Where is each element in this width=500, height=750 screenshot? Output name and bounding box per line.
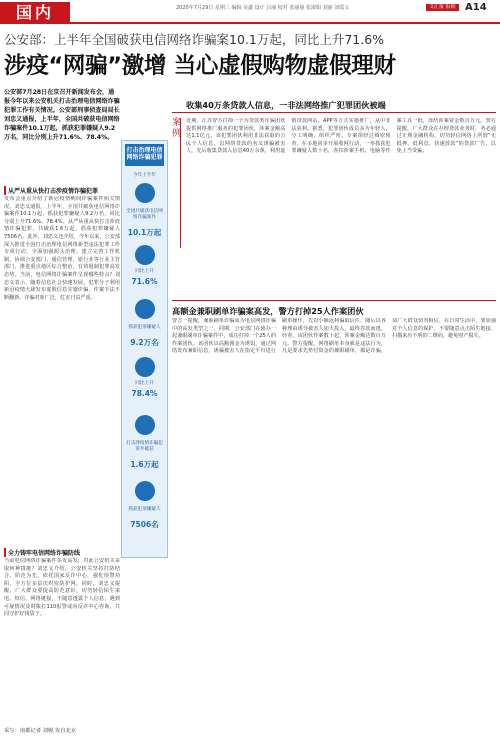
infobox-label-rise-2: 同比上升 — [135, 381, 154, 386]
section-2-body: 警方一提醒，兼职刷单诈骗成为电信网络诈骗中的高发类型之一。同期，公安部门在侦办一起兼职刷单诈骗案件中，成功打掉一个25人的作案团伙。该团伙以高额佣金为诱饵，通过网络发布兼职信息，诱骗被害人在指定平台进行刷单操作，先以小额返利骗取信任，随后以各种理由诱导被害人加大投入，最终卷款而逃。经查，该团伙作案数十起，涉案金额达数百万元。警方提醒，网络刷单本身就是违法行为，凡是要求先垫付资金的兼职刷单，都是诈骗，请广大群众切勿相信。在日常生活中，要加强对个人信息的保护，不要随意点击陌生链接、扫描来历不明的二维码，避免财产损失。 — [172, 318, 496, 355]
infobox-label-rise-1: 同比上升 — [135, 269, 154, 274]
section-1-body: 近期，江苏警方打掉一个为贷款类诈骗团伙提供网络推广服务的犯罪团伙，涉案金额高达1.1亿元。该犯罪团伙利用非法获取的公民个人信息，以网络贷款的名义诱骗被害人，先后收集贷款人信息40万余条，利用虚假贷款网站、APP等方式实施推广，从中非法获利。据悉，犯罪团伙成员多为年轻人，分工明确，组织严密。专案组经过缜密侦查，在多地同步开展收网行动，一举抓获犯罪嫌疑人数十名，查扣涉案手机、电脑等作案工具一批，冻结涉案资金数百万元。警方提醒，广大群众在办理贷款业务时，务必通过正规金融机构，切勿轻信网络上所谓“无抵押、低利息、快速放款”的贷款广告，以免上当受骗。 — [186, 118, 496, 155]
header-badge: 文汇报 报纸 — [426, 4, 459, 11]
case-label-text: 案例 — [172, 118, 182, 139]
case-label — [172, 118, 181, 248]
shield-icon — [135, 415, 155, 435]
section-1-title: 收集40万条贷款人信息，一非法网络推广犯罪团伙被端 — [186, 100, 386, 110]
infobox-label-suspects: 抓获犯罪嫌疑人 — [128, 325, 161, 330]
byline-footer: 采写：南都记者 刘嫚 发自北京 — [4, 728, 77, 734]
page-number: A14 — [465, 2, 487, 13]
page-header — [0, 0, 500, 24]
infobox-label-period: 今年上半年 — [133, 173, 156, 178]
phone-icon — [135, 183, 155, 203]
divider — [172, 300, 496, 301]
infobox-value-rise-2: 78.4% — [131, 389, 158, 398]
infobox-label-suspects-2: 抓获犯罪嫌疑人 — [128, 507, 161, 512]
left-body-2: 当前电信网络诈骗案件多发高发，对此公安机关采取何种措施？刘忠义介绍，公安机关坚持打防结合、防范为先，依托国家反诈中心，强化预警劝阻，全方位多层次织密防护网。同时，刘忠义提醒，广大群众要提高防范意识，切勿轻信陌生来电、短信、网络链接，不随意透露个人信息，遇到可疑情况及时拨打110报警或向反诈中心咨询，共同守护好钱袋子。 — [4, 558, 120, 618]
infobox-label-epidemic: 打击涉疫情诈骗犯罪共破获 — [126, 441, 163, 452]
infobox-title: 打击治理电信网络诈骗犯罪 — [125, 144, 164, 166]
infobox-label-cases: 全国共破获电信网络诈骗案件 — [126, 209, 163, 220]
arrow-up-icon — [135, 357, 155, 377]
infobox-value-suspects-2: 7506名 — [130, 520, 159, 529]
infobox-value-suspects: 9.2万名 — [130, 338, 159, 347]
left-section-1-title: 从严从重从快打击涉疫情诈骗犯罪 — [4, 186, 120, 195]
header-meta: 2020年7月29日 星期三 编辑 吴鑫 设计 吕丽 校对 张丽丽 张淑娟 刘丽 刘霞文 — [176, 5, 350, 11]
statistics-infographic — [121, 140, 168, 558]
section-tag: 国内 — [0, 2, 70, 24]
divider — [172, 112, 496, 113]
handcuffs-icon — [135, 299, 155, 319]
section-2-title: 高额金兼职刷单诈骗案高发，警方打掉25人作案团伙 — [172, 306, 364, 316]
left-section-2-title: 全力铸牢电信网络诈骗防线 — [4, 548, 120, 557]
main-headline: 涉疫“网骗”激增 当心虚假购物虚假理财 — [4, 53, 396, 79]
sub-headline: 公安部：上半年全国破获电信网络诈骗案10.1万起，同比上升71.6% — [4, 32, 385, 47]
infobox-value-epidemic: 1.6万起 — [130, 460, 159, 469]
infobox-value-rise-1: 71.6% — [131, 277, 158, 286]
left-body-1: 发布会重点介绍了新冠疫情期间诈骗案件相关情况。刘忠义通报，上半年，全国共破获电信网络诈骗案件10.1万起，抓获犯罪嫌疑人9.2万名，同比分别上升71.6%、78.4%。从严从重从快打击涉疫情诈骗犯罪，共破获1.6万起，抓获犯罪嫌疑人7506名。此外，刘忠义还介绍，今年以来，公安部深入推进全国打击治理电信网络新型违法犯罪工作专项行动，全面加强源头治理，建立完善工作机制，协调公安部门、通信管理、银行业等行业主管部门，推进重点地区综合整治，有效遏制犯罪高发态势。当前，电信网络诈骗案件呈现哪些特点？刘忠义表示，随着信息社会快速发展，犯罪分子利用新冠疫情大肆发布虚假信息实施诈骗，作案手法不断翻新，诈骗对象广泛，危害日益严重。 — [4, 196, 120, 301]
infobox-value-cases: 10.1万起 — [127, 228, 162, 237]
lead-paragraph: 公安部7月28日在京召开新闻发布会，通报今年以来公安机关打击治理电信网络诈骗犯罪工作有关情况。公安部刑事侦查局局长刘忠义通报，上半年，全国共破获电信网络诈骗案件10.1万起，抓获犯罪嫌疑人9.2万名，同比分别上升71.6%、78.4%。 — [4, 89, 120, 141]
person-icon — [135, 481, 155, 501]
chart-icon — [135, 245, 155, 265]
